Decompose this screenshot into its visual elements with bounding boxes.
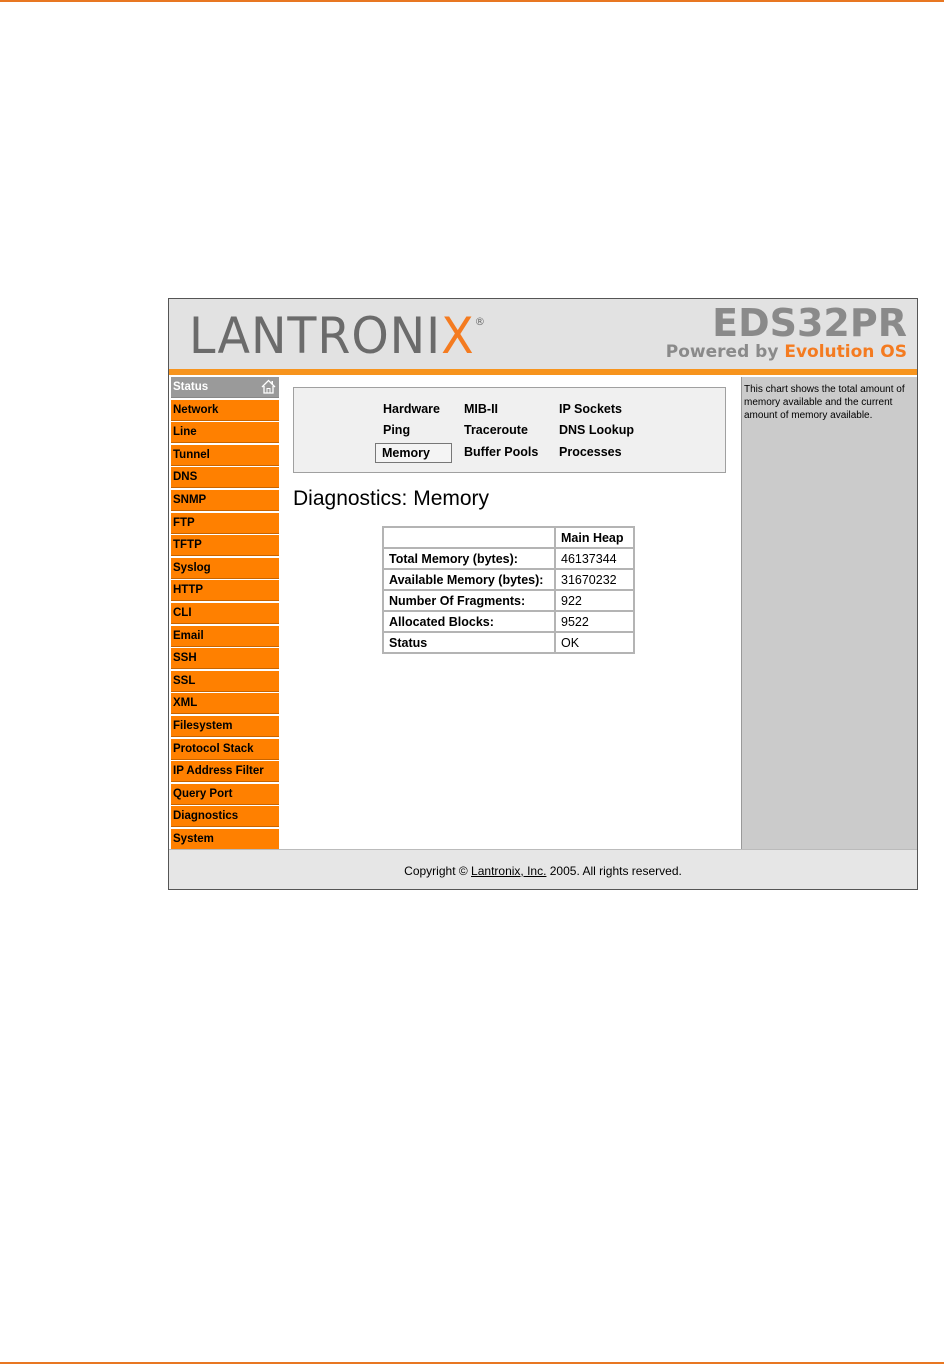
sidebar-item-label: CLI — [173, 606, 192, 619]
page-title: Diagnostics: Memory — [293, 487, 490, 510]
sidebar-item-line[interactable] — [171, 422, 279, 443]
powered-by — [666, 343, 907, 361]
sidebar-item-ssl[interactable] — [171, 671, 279, 692]
sidebar-item-network[interactable] — [171, 400, 279, 421]
sidebar-item-label: HTTP — [173, 584, 204, 597]
sidebar-item-label: DNS — [173, 471, 198, 484]
table-row — [384, 549, 633, 568]
page-bottom-rule — [0, 1362, 944, 1364]
sidebar-item-label: Status — [173, 381, 209, 393]
row-value: OK — [556, 633, 633, 652]
sidebar-item-label: Diagnostics — [173, 810, 239, 823]
diag-link-traceroute[interactable]: Traceroute — [464, 423, 528, 437]
diagnostics-submenu — [293, 387, 726, 473]
sidebar-item-ip-address-filter[interactable] — [171, 761, 279, 782]
sidebar-item-label: Query Port — [173, 787, 233, 800]
sidebar-item-system[interactable] — [171, 829, 279, 850]
table-row — [384, 591, 633, 610]
sidebar-item-protocol-stack[interactable] — [171, 739, 279, 760]
sidebar-item-email[interactable] — [171, 626, 279, 647]
sidebar-item-tftp[interactable] — [171, 535, 279, 556]
sidebar-item-label: System — [173, 832, 214, 845]
row-label: Available Memory (bytes): — [384, 570, 554, 589]
help-text: This chart shows the total amount of memory available and the current amount of memory available. — [744, 384, 905, 421]
web-ui-frame — [168, 298, 918, 890]
row-label: Number Of Fragments: — [384, 591, 554, 610]
sidebar-item-label: Network — [173, 403, 219, 416]
help-panel — [741, 377, 917, 849]
row-label: Total Memory (bytes): — [384, 549, 554, 568]
sidebar-item-label: IP Address Filter — [173, 765, 264, 778]
sidebar-item-query-port[interactable] — [171, 784, 279, 805]
table-header-main-heap: Main Heap — [556, 528, 633, 547]
lantronix-logo — [189, 307, 486, 365]
sidebar-item-dns[interactable] — [171, 467, 279, 488]
row-value: 46137344 — [556, 549, 633, 568]
sidebar-item-xml[interactable] — [171, 693, 279, 714]
sidebar-item-label: FTP — [173, 516, 195, 529]
logo-registered-mark: ® — [474, 315, 487, 328]
sidebar-item-syslog[interactable] — [171, 558, 279, 579]
header — [169, 299, 917, 369]
sidebar-item-label: Tunnel — [173, 448, 210, 461]
sidebar-nav — [171, 377, 279, 851]
footer — [169, 849, 917, 889]
diag-link-buffer-pools[interactable]: Buffer Pools — [464, 445, 539, 459]
row-value: 31670232 — [556, 570, 633, 589]
logo-text: LANTRONI — [189, 307, 442, 365]
sidebar-item-cli[interactable] — [171, 603, 279, 624]
sidebar-item-label: Syslog — [173, 561, 211, 574]
sidebar-item-label: TFTP — [173, 539, 202, 552]
sidebar-item-label: SSL — [173, 674, 196, 687]
diag-link-mib-ii[interactable]: MIB-II — [464, 402, 499, 416]
footer-suffix: 2005. All rights reserved. — [546, 864, 682, 878]
row-label: Allocated Blocks: — [384, 612, 554, 631]
table-row — [384, 633, 633, 652]
sidebar-item-ssh[interactable] — [171, 648, 279, 669]
footer-lantronix-link[interactable]: Lantronix, Inc. — [471, 864, 547, 878]
powered-prefix: Powered by — [665, 342, 785, 362]
table-row — [384, 570, 633, 589]
diag-link-hardware[interactable]: Hardware — [383, 402, 440, 416]
row-value: 9522 — [556, 612, 633, 631]
sidebar-item-http[interactable] — [171, 580, 279, 601]
sidebar-item-snmp[interactable] — [171, 490, 279, 511]
product-branding — [666, 303, 907, 361]
diag-link-ping[interactable]: Ping — [383, 423, 411, 437]
sidebar-item-label: Email — [173, 629, 204, 642]
product-model: EDS32PR — [712, 301, 907, 345]
footer-prefix: Copyright © — [404, 864, 472, 878]
sidebar-item-status[interactable] — [171, 377, 279, 398]
row-label: Status — [384, 633, 554, 652]
table-row — [384, 612, 633, 631]
table-header-row — [384, 528, 633, 547]
sidebar-item-label: Line — [173, 426, 197, 439]
diag-link-ip-sockets[interactable]: IP Sockets — [559, 402, 623, 416]
row-value: 922 — [556, 591, 633, 610]
diag-link-memory[interactable]: Memory — [375, 443, 452, 463]
powered-product: Evolution OS — [784, 342, 907, 362]
logo-accent: X — [441, 307, 475, 365]
sidebar-item-filesystem[interactable] — [171, 716, 279, 737]
diag-link-processes[interactable]: Processes — [559, 445, 622, 459]
table-header-empty — [384, 528, 554, 547]
home-icon[interactable] — [261, 379, 276, 394]
sidebar-item-tunnel[interactable] — [171, 445, 279, 466]
sidebar-item-label: SSH — [173, 652, 197, 665]
page-top-rule — [0, 0, 944, 2]
sidebar-item-label: Filesystem — [173, 719, 233, 732]
sidebar-item-label: Protocol Stack — [173, 742, 254, 755]
sidebar-item-ftp[interactable] — [171, 513, 279, 534]
main-content — [279, 377, 741, 849]
sidebar-item-label: XML — [173, 697, 198, 710]
sidebar-item-label: SNMP — [173, 493, 207, 506]
header-divider — [169, 369, 917, 375]
diag-link-dns-lookup[interactable]: DNS Lookup — [559, 423, 634, 437]
memory-table — [382, 526, 635, 654]
sidebar-item-diagnostics[interactable] — [171, 806, 279, 827]
